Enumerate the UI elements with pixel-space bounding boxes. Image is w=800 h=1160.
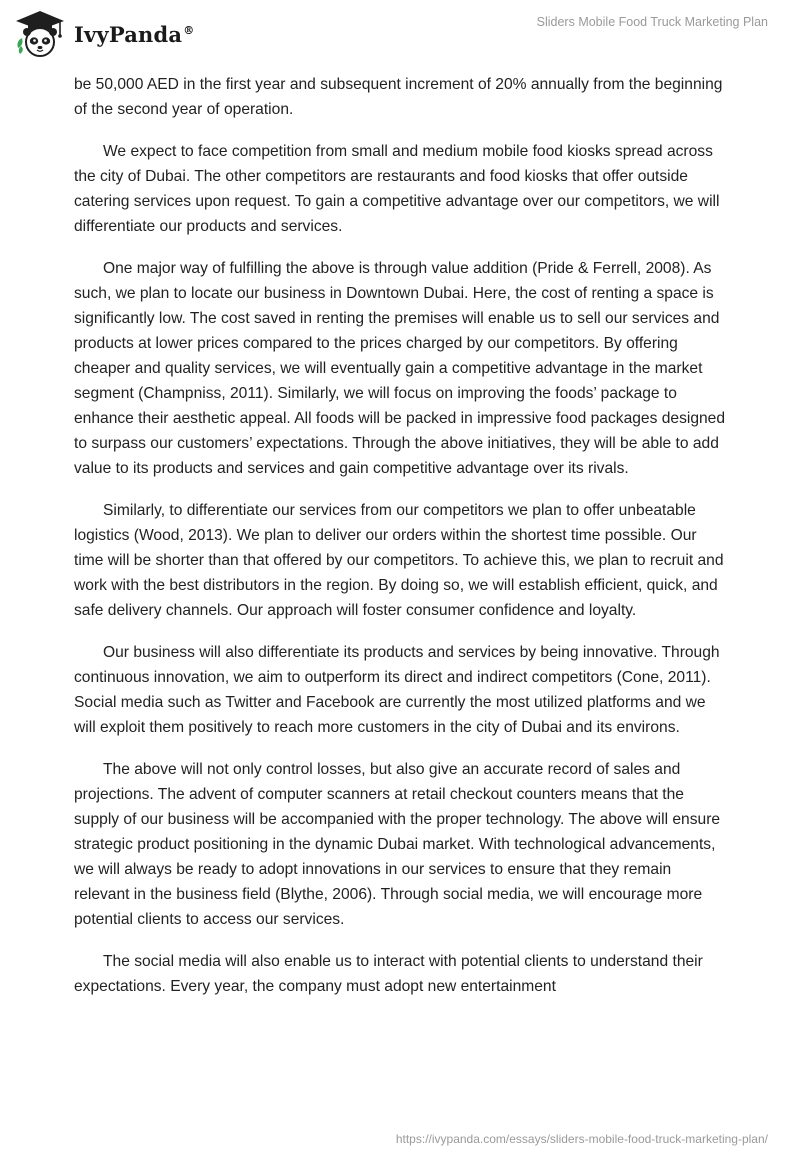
- page-header: [0, 0, 800, 70]
- paragraph: We expect to face competition from small and medium mobile food kiosks spread across the city of Dubai. The other competitors are restaurants and food kiosks that offer outside catering services upon request. To gain a competitive advantage over our competitors, we will differentiate our products and services.: [74, 142, 720, 235]
- source-url-link[interactable]: https://ivypanda.com/essays/sliders-mobile-food-truck-marketing-plan/: [395, 1132, 768, 1146]
- paragraph: The social media will also enable us to interact with potential clients to understand their expectations. Every year, the company must adopt new entertainment: [74, 952, 703, 995]
- paragraph: One major way of fulfilling the above is through value addition (Pride & Ferrell, 2008). As such, we plan to locate our business in Downtown Dubai. Here, the cost of renting a space is significantly low. The cost saved in renting the premises will enable us to sell our services and products at lower prices compared to the prices charged by our competitors. By offering cheaper and quality services, we will eventually gain a competitive advantage in the market segment (Champniss, 2011). Similarly, we will focus on improving the foods’ package to enhance their aesthetic appeal. All foods will be packed in impressive food packages designed to surpass our customers’ expectations. Through the above initiatives, they will be able to add value to its products and services and gain competitive advantage over its rivals.: [74, 259, 726, 478]
- paragraph: The above will not only control losses, but also give an accurate record of sales and projections. The advent of computer scanners at retail checkout counters means that the supply of our business will be accompanied with the proper technology. The above will ensure strategic product positioning in the dynamic Dubai market. With technological advancements, we will always be ready to adopt innovations in our services to ensure that they remain relevant in the business field (Blythe, 2006). Through social media, we will encourage more potential clients to access our services.: [74, 760, 721, 929]
- paragraph: be 50,000 AED in the first year and subsequent increment of 20% annually from the beginning of the second year of operation.: [74, 76, 723, 119]
- registered-mark: ®: [183, 23, 195, 37]
- paragraph: Similarly, to differentiate our services from our competitors we plan to offer unbeatable logistics (Wood, 2013). We plan to deliver our orders within the shortest time possible. Our time will be shorter than that offered by our competitors. To achieve this, we plan to recruit and work with the best distributors in the region. By doing so, we will establish efficient, quick, and safe delivery channels. Our approach will foster consumer confidence and loyalty.: [74, 501, 724, 620]
- paragraph: Our business will also differentiate its products and services by being innovative. Through continuous innovation, we aim to outperform its direct and indirect competitors (Cone, 2011). Social media such as Twitter and Facebook are currently the most utilized platforms and we will exploit them positively to reach more customers in the city of Dubai and its environs.: [74, 643, 720, 737]
- panda-graduation-cap-icon: [14, 8, 66, 60]
- brand-logo[interactable]: [14, 8, 194, 60]
- essay-body: [74, 72, 728, 1016]
- document-title: Sliders Mobile Food Truck Marketing Plan: [536, 15, 768, 29]
- brand-name: IvyPanda®: [74, 21, 195, 47]
